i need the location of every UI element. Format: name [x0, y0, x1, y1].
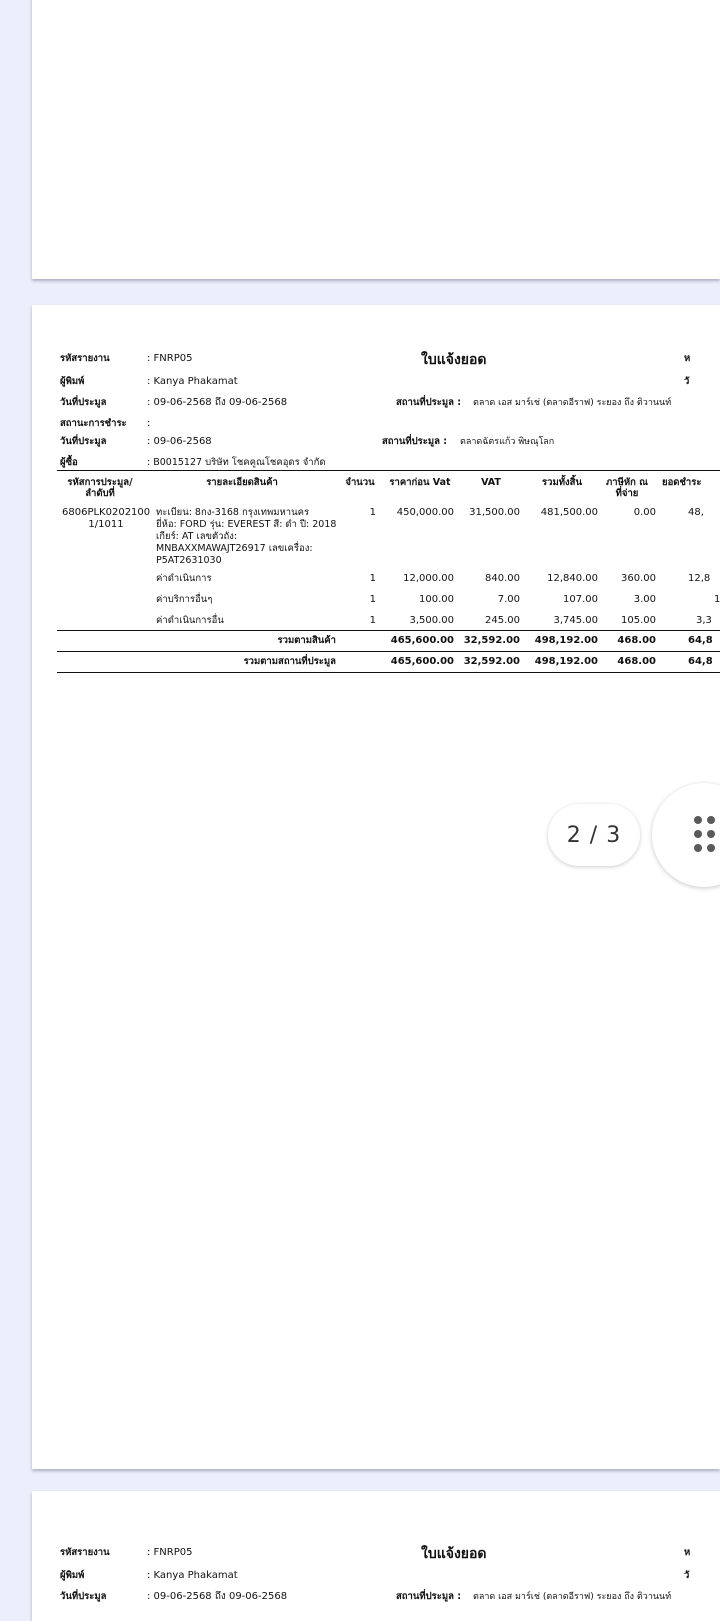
location-label: สถานที่ประมูล :: [396, 397, 462, 408]
header-vat: VAT: [481, 477, 501, 488]
header-wht-line2: ที่จ่าย: [615, 488, 639, 499]
subrow-1-net: 12,8: [688, 573, 711, 584]
subrow-3-net: 3,3: [696, 615, 712, 626]
row-qty: 1: [369, 507, 376, 518]
location2-label: สถานที่ประมูล :: [382, 436, 448, 447]
subrow-2-net: 1: [714, 594, 720, 605]
location-value: ตลาด เอส มาร์เช่ (ตลาดอีราฟ) ระยอง ถึง ติวานนท์: [473, 398, 672, 408]
subrow-2-wht: 3.00: [633, 594, 656, 605]
subtotal-label: รวมตามสินค้า: [277, 635, 336, 646]
right-edge-text-b: วั: [684, 376, 690, 387]
payment-status-value: :: [147, 418, 151, 429]
p3-location-value: ตลาด เอส มาร์เช่ (ตลาดอีราฟ) ระยอง ถึง ติวานนท์: [473, 1592, 672, 1602]
p3-auction-date-value: : 09-06-2568 ถึง 09-06-2568: [147, 1591, 288, 1602]
row-detail-line4: MNBAXXMAWAJT26917 เลขเครื่อง:: [156, 543, 313, 554]
subrow-2-total: 107.00: [563, 594, 598, 605]
grand-total-pre-vat: 465,600.00: [390, 656, 454, 667]
p3-report-code-label: รหัสรายงาน: [60, 1547, 110, 1558]
row-detail-line5: P5AT2631030: [156, 555, 222, 566]
report-code-value: : FNRP05: [147, 353, 193, 364]
subtotal-vat: 32,592.00: [463, 635, 520, 646]
grand-total-total: 498,192.00: [534, 656, 598, 667]
header-total: รวมทั้งสิ้น: [542, 477, 582, 488]
subrow-1-wht: 360.00: [621, 573, 656, 584]
subrow-3-qty: 1: [369, 615, 376, 626]
row-total: 481,500.00: [540, 507, 598, 518]
subrow-2-vat: 7.00: [497, 594, 520, 605]
subtotal-top-rule: [57, 630, 720, 631]
row-code-line2: 1/1011: [88, 519, 124, 530]
header-pre-vat: ราคาก่อน Vat: [389, 477, 451, 488]
payment-status-label: สถานะการชำระ: [60, 418, 127, 429]
row-detail-line2: ยี่ห้อ: FORD รุ่น: EVEREST สี: ดำ ปี: 2018: [156, 519, 337, 530]
printer-value: : Kanya Phakamat: [147, 376, 238, 387]
header-qty: จำนวน: [345, 477, 375, 488]
subrow-1-vat: 840.00: [485, 573, 520, 584]
row-pre-vat: 450,000.00: [396, 507, 454, 518]
subrow-1-qty: 1: [369, 573, 376, 584]
p3-report-code-value: : FNRP05: [147, 1547, 193, 1558]
grand-total-vat: 32,592.00: [463, 656, 520, 667]
subrow-3-wht: 105.00: [621, 615, 656, 626]
header-detail: รายละเอียดสินค้า: [206, 477, 278, 488]
report-code-label: รหัสรายงาน: [60, 353, 110, 364]
p3-right-edge-text-b: วั: [684, 1570, 690, 1581]
grand-total-net: 64,8: [688, 656, 713, 667]
auction-date-label: วันที่ประมูล: [60, 397, 107, 408]
row-detail-line3: เกียร์: AT เลขตัวถัง:: [156, 531, 238, 542]
auction-date2-label: วันที่ประมูล: [60, 436, 107, 447]
row-vat: 31,500.00: [469, 507, 520, 518]
p3-printer-label: ผู้พิมพ์: [60, 1570, 85, 1581]
right-edge-text-a: ห: [684, 353, 691, 364]
location2-value: ตลาดฉัตรแก้ว พิษณุโลก: [460, 437, 555, 447]
subrow-3-total: 3,745.00: [553, 615, 598, 626]
p3-auction-date-label: วันที่ประมูล: [60, 1591, 107, 1602]
document-title: ใบแจ้งยอด: [421, 352, 487, 368]
subtotal-net: 64,8: [688, 635, 713, 646]
row-wht: 0.00: [633, 507, 656, 518]
grand-total-wht: 468.00: [617, 656, 656, 667]
pdf-page-2: [32, 305, 720, 1469]
subrow-3-vat: 245.00: [485, 615, 520, 626]
auction-date-value: : 09-06-2568 ถึง 09-06-2568: [147, 397, 288, 408]
header-code-line1: รหัสการประมูล/: [67, 477, 133, 488]
grand-total-label: รวมตามสถานที่ประมูล: [243, 656, 336, 667]
subrow-2-detail: ค่าบริการอื่นๆ: [156, 594, 213, 605]
subtotal-pre-vat: 465,600.00: [390, 635, 454, 646]
p3-document-title: ใบแจ้งยอด: [421, 1546, 487, 1562]
buyer-value: : B0015127 บริษัท โชคคูณโชคอุดร จำกัด: [147, 457, 326, 468]
p3-location-label: สถานที่ประมูล :: [396, 1591, 462, 1602]
row-net: 48,: [688, 507, 704, 518]
grid-dots-icon: [694, 816, 716, 852]
pdf-page-1: [32, 0, 720, 279]
subtotal-wht: 468.00: [617, 635, 656, 646]
subrow-3-pre-vat: 3,500.00: [409, 615, 454, 626]
header-code-line2: ลำดับที่: [85, 488, 115, 499]
subrow-1-total: 12,840.00: [547, 573, 598, 584]
row-code-line1: 6806PLK0202100: [62, 507, 151, 518]
buyer-label: ผู้ซื้อ: [60, 457, 78, 468]
p3-printer-value: : Kanya Phakamat: [147, 1570, 238, 1581]
pdf-page-3: [32, 1491, 720, 1621]
subrow-3-detail: ค่าดำเนินการอื่น: [156, 615, 224, 626]
page-indicator[interactable]: 2 / 3: [548, 804, 640, 866]
grand-total-top-rule: [57, 651, 720, 652]
subrow-1-detail: ค่าดำเนินการ: [156, 573, 212, 584]
row-detail-line1: ทะเบียน: 8กง-3168 กรุงเทพมหานคร: [156, 507, 310, 518]
subrow-2-qty: 1: [369, 594, 376, 605]
table-top-rule: [57, 470, 720, 471]
auction-date2-value: : 09-06-2568: [147, 436, 212, 447]
header-net: ยอดชำระ: [662, 477, 702, 488]
p3-right-edge-text-a: ห: [684, 1547, 691, 1558]
printer-label: ผู้พิมพ์: [60, 376, 85, 387]
subtotal-total: 498,192.00: [534, 635, 598, 646]
subrow-1-pre-vat: 12,000.00: [403, 573, 454, 584]
header-wht-line1: ภาษีหัก ณ: [606, 477, 648, 488]
subrow-2-pre-vat: 100.00: [419, 594, 454, 605]
table-bottom-rule: [57, 672, 720, 673]
